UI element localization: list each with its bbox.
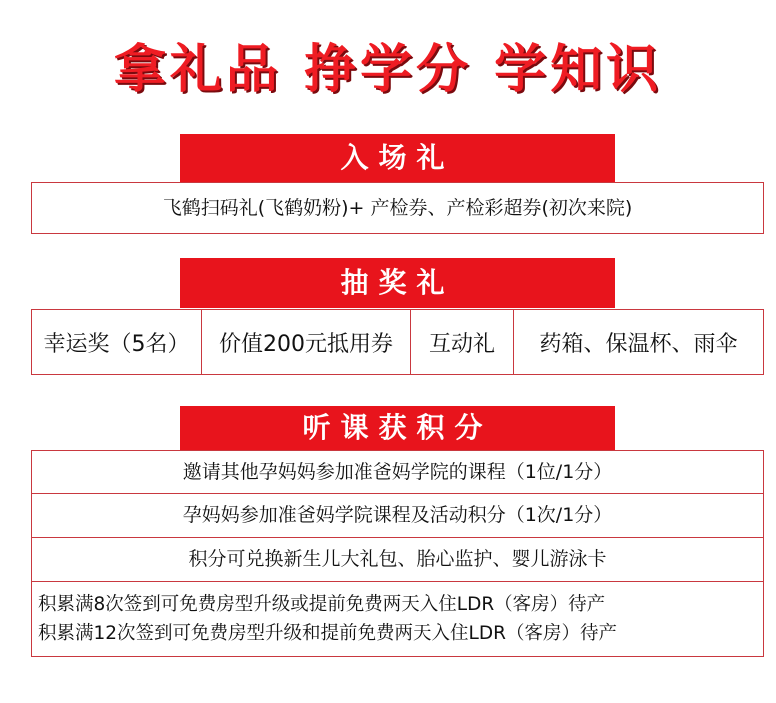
- points-row-text: 邀请其他孕妈妈参加准爸妈学院的课程（1位/1分）: [182, 461, 613, 483]
- lottery-cell-voucher: [201, 309, 411, 375]
- page-title: 拿礼品 挣学分 学知识: [113, 40, 663, 100]
- lottery-cell-text: 互动礼: [428, 331, 495, 357]
- points-row-text: 孕妈妈参加准爸妈学院课程及活动积分（1次/1分）: [182, 504, 613, 526]
- lottery-cell-lucky: [31, 309, 202, 375]
- lottery-cell-items: [513, 309, 764, 375]
- lottery-cell-text: 幸运奖（5名）: [43, 331, 190, 357]
- lottery-cell-text: 价值200元抵用券: [219, 331, 393, 357]
- lottery-cell-interactive: [410, 309, 514, 375]
- points-row-text: 积分可兑换新生儿大礼包、胎心监护、婴儿游泳卡: [188, 548, 607, 570]
- entry-gift-box: [31, 182, 764, 234]
- lottery-gift-banner: 抽奖礼: [180, 258, 615, 308]
- bonus-line-8: 积累满8次签到可免费房型升级或提前免费两天入住LDR（客房）待产: [38, 594, 606, 615]
- points-row-redeem: [31, 537, 764, 582]
- bonus-line-12: 积累满12次签到可免费房型升级和提前免费两天入住LDR（客房）待产: [38, 623, 617, 644]
- entry-gift-banner: 入场礼: [180, 134, 615, 182]
- points-row-bonus: [31, 581, 764, 657]
- entry-gift-text: 飞鹤扫码礼(飞鹤奶粉)+ 产检券、产检彩超券(初次来院): [162, 197, 633, 219]
- points-row-attend: [31, 493, 764, 538]
- points-row-invite: [31, 450, 764, 494]
- lottery-cell-text: 药箱、保温杯、雨伞: [539, 331, 738, 357]
- points-banner: 听课获积分: [180, 406, 615, 450]
